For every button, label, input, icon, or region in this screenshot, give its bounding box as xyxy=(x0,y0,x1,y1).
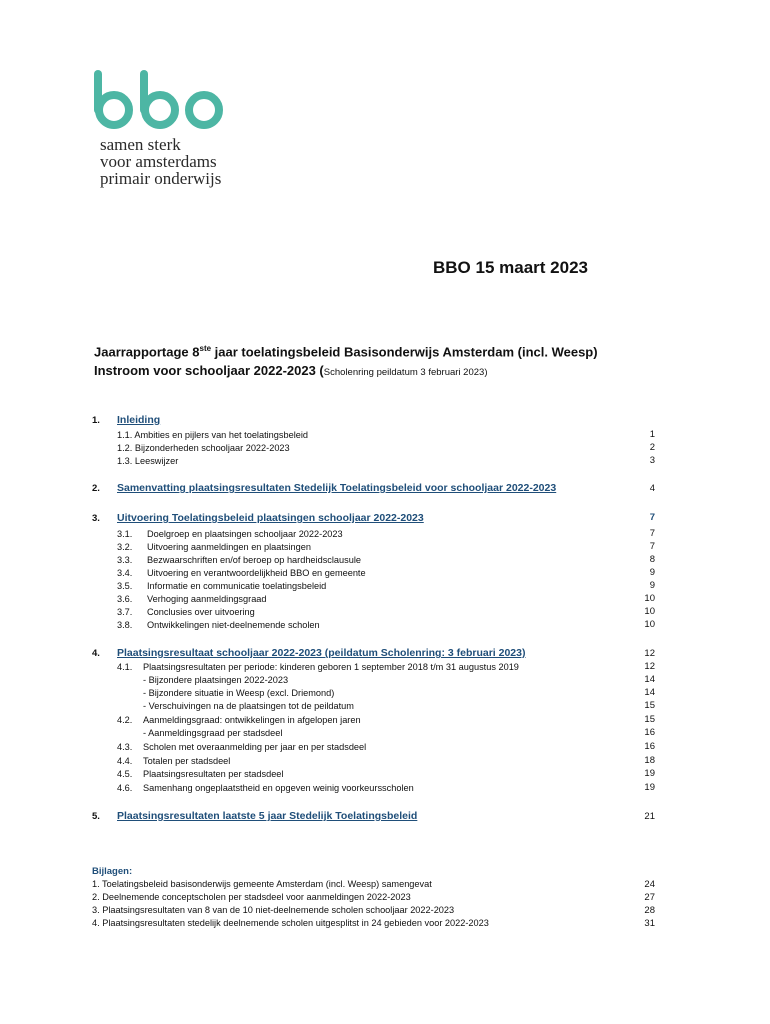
appendix-page: 24 xyxy=(644,879,655,890)
toc-page: 12 xyxy=(644,648,655,659)
toc-item[interactable]: - Bijzondere plaatsingen 2022-2023 xyxy=(143,675,289,685)
appendix-page: 31 xyxy=(644,918,655,929)
toc-page: 18 xyxy=(644,755,655,766)
toc-item-number: 3.4. xyxy=(117,568,133,578)
toc-item[interactable]: Plaatsingsresultaten per stadsdeel xyxy=(143,769,284,779)
toc-item-number: 3.6. xyxy=(117,594,133,604)
logo-tagline-2: voor amsterdams xyxy=(100,152,217,171)
appendices-title: Bijlagen: xyxy=(92,866,133,877)
toc-item[interactable]: - Aanmeldingsgraad per stadsdeel xyxy=(143,728,283,738)
toc-page: 15 xyxy=(644,700,655,711)
toc-item[interactable]: - Verschuivingen na de plaatsingen tot de peildatum xyxy=(143,701,354,711)
toc-item[interactable]: Doelgroep en plaatsingen schooljaar 2022-2023 xyxy=(147,529,343,539)
toc-section-4-number: 4. xyxy=(92,648,100,659)
toc-item[interactable]: Totalen per stadsdeel xyxy=(143,756,231,766)
logo-tagline-3: primair onderwijs xyxy=(100,169,222,188)
toc-item[interactable]: Ontwikkelingen niet-deelnemende scholen xyxy=(147,620,320,630)
appendix-item[interactable]: 4. Plaatsingsresultaten stedelijk deelnemende scholen uitgesplitst in 24 gebieden voor 2022-2023 xyxy=(92,918,489,928)
appendix-item[interactable]: 3. Plaatsingsresultaten van 8 van de 10 niet-deelnemende scholen schooljaar 2022-2023 xyxy=(92,905,455,915)
toc-page: 21 xyxy=(644,811,655,822)
toc-page: 19 xyxy=(644,782,655,793)
toc-section-2-number: 2. xyxy=(92,483,100,494)
document-title-line1: Jaarrapportage 8ste jaar toelatingsbeleid Basisonderwijs Amsterdam (incl. Weesp) xyxy=(94,344,598,360)
toc-item[interactable]: Scholen met overaanmelding per jaar en per stadsdeel xyxy=(143,742,367,752)
toc-page: 7 xyxy=(649,541,655,552)
toc-page: 10 xyxy=(644,593,655,604)
toc-page: 15 xyxy=(644,714,655,725)
toc-section-5-title[interactable]: Plaatsingsresultaten laatste 5 jaar Stedelijk Toelatingsbeleid xyxy=(117,810,418,822)
toc-item-number: 4.6. xyxy=(117,783,133,793)
toc-page: 9 xyxy=(649,567,655,578)
toc-section-5-number: 5. xyxy=(92,811,100,822)
toc-page: 3 xyxy=(649,455,655,466)
toc-item[interactable]: 1.1. Ambities en pijlers van het toelatingsbeleid xyxy=(117,430,309,440)
toc-item-number: 3.8. xyxy=(117,620,133,630)
toc-item-number: 3.2. xyxy=(117,542,133,552)
logo-tagline-1: samen sterk xyxy=(100,135,181,154)
toc-page: 4 xyxy=(649,483,655,494)
appendix-page: 27 xyxy=(644,892,655,903)
appendix-page: 28 xyxy=(644,905,655,916)
toc-item[interactable]: Conclusies over uitvoering xyxy=(147,607,255,617)
appendix-item[interactable]: 2. Deelnemende conceptscholen per stadsdeel voor aanmeldingen 2022-2023 xyxy=(92,892,411,902)
toc-item[interactable]: Uitvoering aanmeldingen en plaatsingen xyxy=(147,542,311,552)
toc-item-number: 4.4. xyxy=(117,756,133,766)
bbo-logo xyxy=(92,70,227,132)
toc-item-number: 4.1. xyxy=(117,662,133,672)
toc-item[interactable]: Plaatsingsresultaten per periode: kinderen geboren 1 september 2018 t/m 31 augustus 2019 xyxy=(143,662,519,672)
toc-section-1-title[interactable]: Inleiding xyxy=(117,414,161,426)
toc-page: 16 xyxy=(644,741,655,752)
toc-page: 1 xyxy=(649,429,655,440)
toc-item-number: 3.5. xyxy=(117,581,133,591)
document-title-line2: Instroom voor schooljaar 2022-2023 (Scholenring peildatum 3 februari 2023) xyxy=(94,363,488,378)
toc-item[interactable]: 1.2. Bijzonderheden schooljaar 2022-2023 xyxy=(117,443,290,453)
toc-item[interactable]: Informatie en communicatie toelatingsbeleid xyxy=(147,581,327,591)
toc-item-number: 3.7. xyxy=(117,607,133,617)
toc-item[interactable]: Verhoging aanmeldingsgraad xyxy=(147,594,267,604)
toc-page: 19 xyxy=(644,768,655,779)
toc-page: 9 xyxy=(649,580,655,591)
toc-page: 8 xyxy=(649,554,655,565)
bbo-logo-mark xyxy=(92,70,227,132)
toc-page: 7 xyxy=(649,512,655,523)
toc-item[interactable]: Bezwaarschriften en/of beroep op hardheidsclausule xyxy=(147,555,361,565)
toc-item-number: 3.3. xyxy=(117,555,133,565)
toc-page: 10 xyxy=(644,606,655,617)
toc-page: 7 xyxy=(649,528,655,539)
toc-item-number: 4.2. xyxy=(117,715,133,725)
toc-item-number: 4.3. xyxy=(117,742,133,752)
toc-item[interactable]: Aanmeldingsgraad: ontwikkelingen in afgelopen jaren xyxy=(143,715,361,725)
toc-section-3-number: 3. xyxy=(92,513,100,524)
toc-item[interactable]: Uitvoering en verantwoordelijkheid BBO en gemeente xyxy=(147,568,366,578)
toc-item-number: 4.5. xyxy=(117,769,133,779)
toc-item[interactable]: 1.3. Leeswijzer xyxy=(117,456,179,466)
toc-page: 14 xyxy=(644,687,655,698)
toc-item-number: 3.1. xyxy=(117,529,133,539)
toc-section-4-title[interactable]: Plaatsingsresultaat schooljaar 2022-2023 (peildatum Scholenring: 3 februari 2023) xyxy=(117,647,526,659)
toc-page: 2 xyxy=(649,442,655,453)
toc-page: 10 xyxy=(644,619,655,630)
toc-section-1-number: 1. xyxy=(92,415,100,426)
toc-section-3-title[interactable]: Uitvoering Toelatingsbeleid plaatsingen schooljaar 2022-2023 xyxy=(117,512,424,524)
toc-page: 16 xyxy=(644,727,655,738)
appendix-item[interactable]: 1. Toelatingsbeleid basisonderwijs gemeente Amsterdam (incl. Weesp) samengevat xyxy=(92,879,432,889)
toc-item[interactable]: - Bijzondere situatie in Weesp (excl. Driemond) xyxy=(143,688,335,698)
toc-page: 12 xyxy=(644,661,655,672)
toc-page: 14 xyxy=(644,674,655,685)
toc-item[interactable]: Samenhang ongeplaatstheid en opgeven weinig voorkeursscholen xyxy=(143,783,414,793)
document-date: BBO 15 maart 2023 xyxy=(433,258,588,277)
toc-section-2-title[interactable]: Samenvatting plaatsingsresultaten Stedelijk Toelatingsbeleid voor schooljaar 2022-2023 xyxy=(117,482,557,494)
